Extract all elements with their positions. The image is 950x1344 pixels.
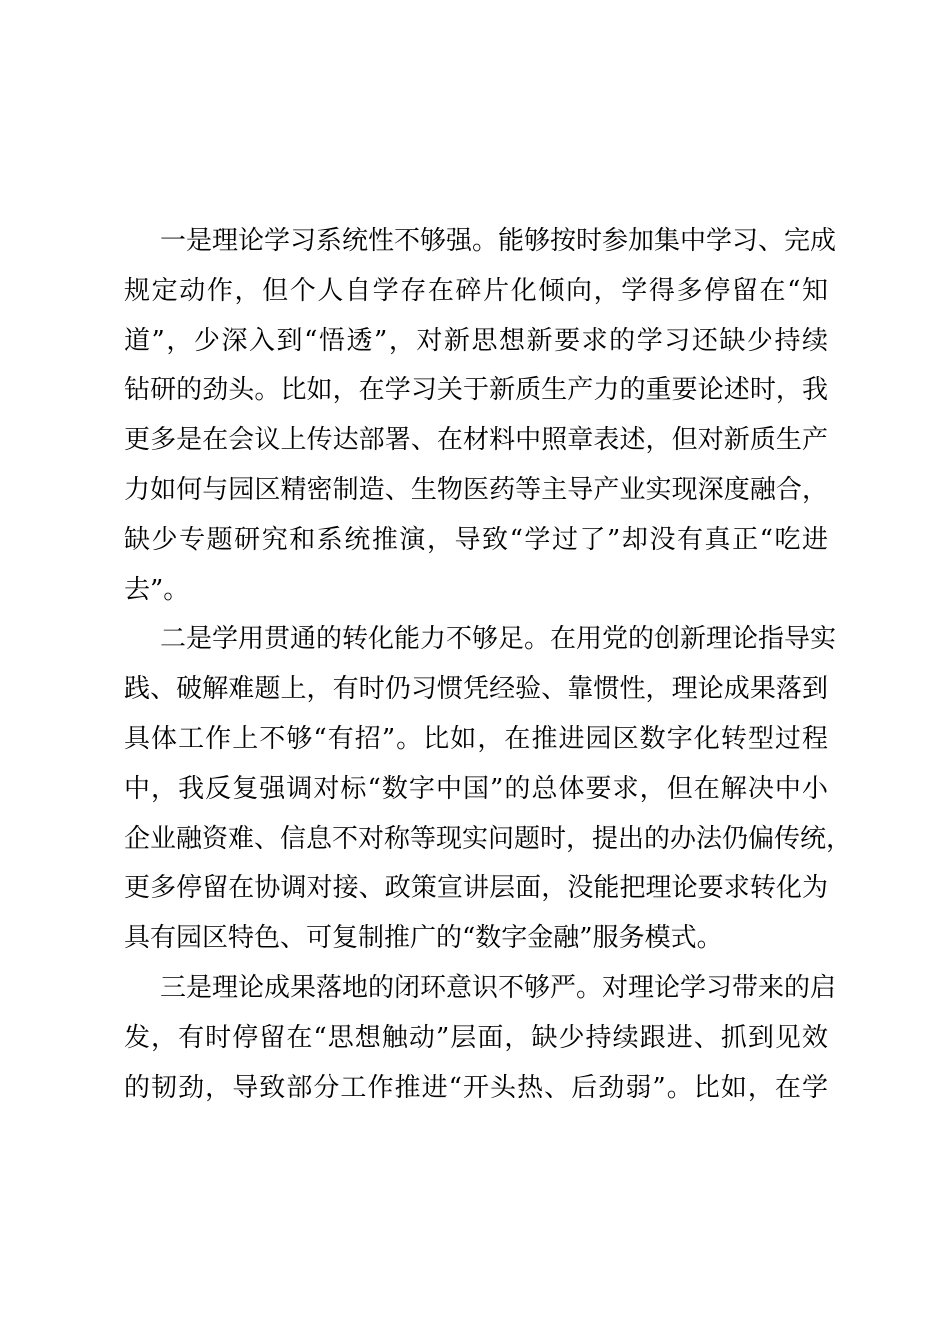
text-line: 力如何与园区精密制造、生物医药等主导产业实现深度融合， — [124, 474, 828, 505]
text-line: 发，有时停留在“思想触动”层面，缺少持续跟进、抓到见效 — [124, 1022, 828, 1053]
text-line: 企业融资难、信息不对称等现实问题时，提出的办法仍偏传统， — [124, 823, 853, 854]
text-line: 缺少专题研究和系统推演，导致“学过了”却没有真正“吃进 — [124, 524, 828, 555]
text-line: 二是学用贯通的转化能力不够足。在用党的创新理论指导实 — [160, 624, 837, 655]
text-line: 规定动作，但个人自学存在碎片化倾向，学得多停留在“知 — [124, 275, 828, 306]
text-line: 钻研的劲头。比如，在学习关于新质生产力的重要论述时，我 — [124, 375, 828, 406]
text-line: 一是理论学习系统性不够强。能够按时参加集中学习、完成 — [160, 226, 837, 256]
paragraph-1 — [124, 217, 837, 615]
paragraph-3 — [124, 964, 837, 1113]
text-line: 具体工作上不够“有招”。比如，在推进园区数字化转型过程 — [124, 723, 828, 754]
document-page — [124, 217, 853, 1113]
text-line: 中，我反复强调对标“数字中国”的总体要求，但在解决中小 — [124, 773, 828, 804]
text-line: 道”，少深入到“悟透”，对新思想新要求的学习还缺少持续 — [124, 325, 828, 356]
text-line: 去”。 — [124, 574, 190, 605]
text-line: 践、破解难题上，有时仍习惯凭经验、靠惯性，理论成果落到 — [124, 674, 828, 705]
text-line: 更多是在会议上传达部署、在材料中照章表述，但对新质生产 — [124, 425, 828, 456]
paragraph-2 — [124, 615, 853, 964]
text-line: 更多停留在协调对接、政策宣讲层面，没能把理论要求转化为 — [124, 873, 828, 904]
text-line: 三是理论成果落地的闭环意识不够严。对理论学习带来的启 — [160, 972, 837, 1003]
text-line: 的韧劲，导致部分工作推进“开头热、后劲弱”。比如，在学 — [124, 1072, 828, 1103]
text-line: 具有园区特色、可复制推广的“数字金融”服务模式。 — [124, 923, 723, 954]
